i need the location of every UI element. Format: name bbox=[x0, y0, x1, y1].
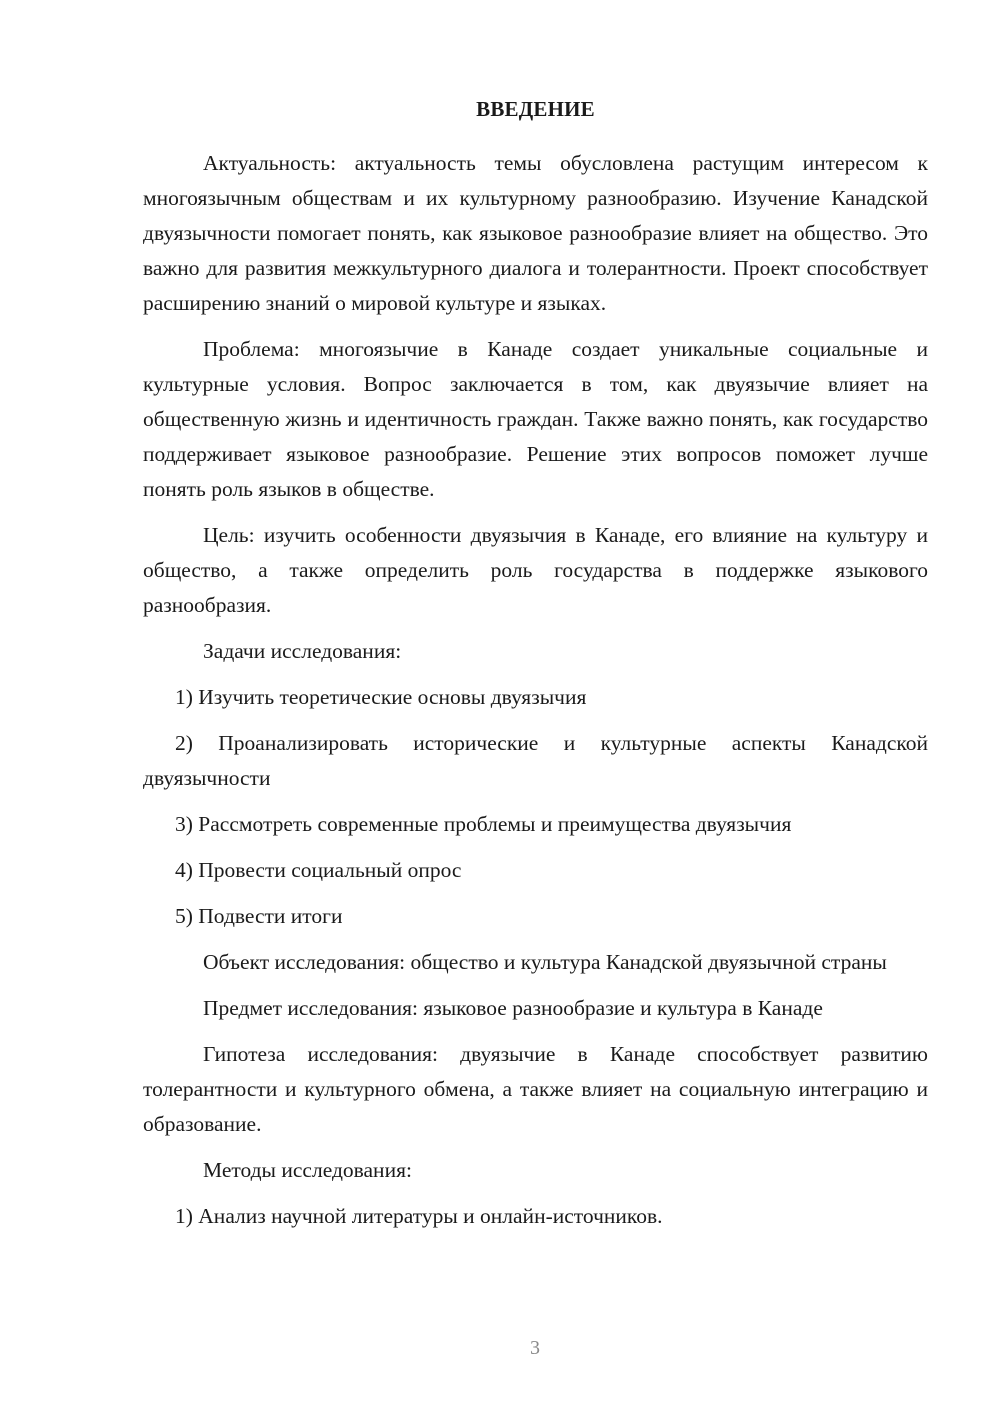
methods-list bbox=[143, 1199, 928, 1234]
list-item: 3) Рассмотреть современные проблемы и преимущества двуязычия bbox=[175, 812, 792, 836]
object-paragraph: Объект исследования: общество и культура Канадской двуязычной страны bbox=[203, 950, 887, 974]
hypothesis-paragraph: Гипотеза исследования: двуязычие в Канаде способствует развитию толерантности и культурного обмена, а также влияет на социальную интеграцию и образование. bbox=[143, 1042, 928, 1136]
list-item: 1) Изучить теоретические основы двуязычия bbox=[175, 685, 587, 709]
tasks-list bbox=[143, 680, 928, 934]
list-item: 4) Провести социальный опрос bbox=[175, 858, 462, 882]
subject-paragraph: Предмет исследования: языковое разнообразие и культура в Канаде bbox=[203, 996, 823, 1020]
section-heading: ВВЕДЕНИЕ bbox=[476, 97, 595, 121]
list-item: 1) Анализ научной литературы и онлайн-источников. bbox=[175, 1204, 663, 1228]
relevance-paragraph: Актуальность: актуальность темы обусловлена растущим интересом к многоязычным обществам и их культурному разнообразию. Изучение Канадской двуязычности помогает понять, как языковое разнообразие влияет на общество. Это важно для развития межкультурного диалога и толерантности. Проект способствует расширению знаний о мировой культуре и языках. bbox=[143, 151, 928, 315]
page-content bbox=[143, 95, 928, 1245]
list-item: 2) Проанализировать исторические и культурные аспекты Канадской двуязычности bbox=[143, 731, 928, 790]
problem-paragraph: Проблема: многоязычие в Канаде создает уникальные социальные и культурные условия. Вопрос заключается в том, как двуязычие влияет на общественную жизнь и идентичность граждан. Также важно понять, как государство поддерживает языковое разнообразие. Решение этих вопросов поможет лучше понять роль языков в обществе. bbox=[143, 337, 928, 501]
list-item: 5) Подвести итоги bbox=[175, 904, 343, 928]
tasks-title: Задачи исследования: bbox=[203, 639, 402, 663]
methods-title: Методы исследования: bbox=[203, 1158, 412, 1182]
goal-paragraph: Цель: изучить особенности двуязычия в Канаде, его влияние на культуру и общество, а также определить роль государства в поддержке языкового разнообразия. bbox=[143, 523, 928, 617]
page-number: 3 bbox=[530, 1337, 540, 1359]
